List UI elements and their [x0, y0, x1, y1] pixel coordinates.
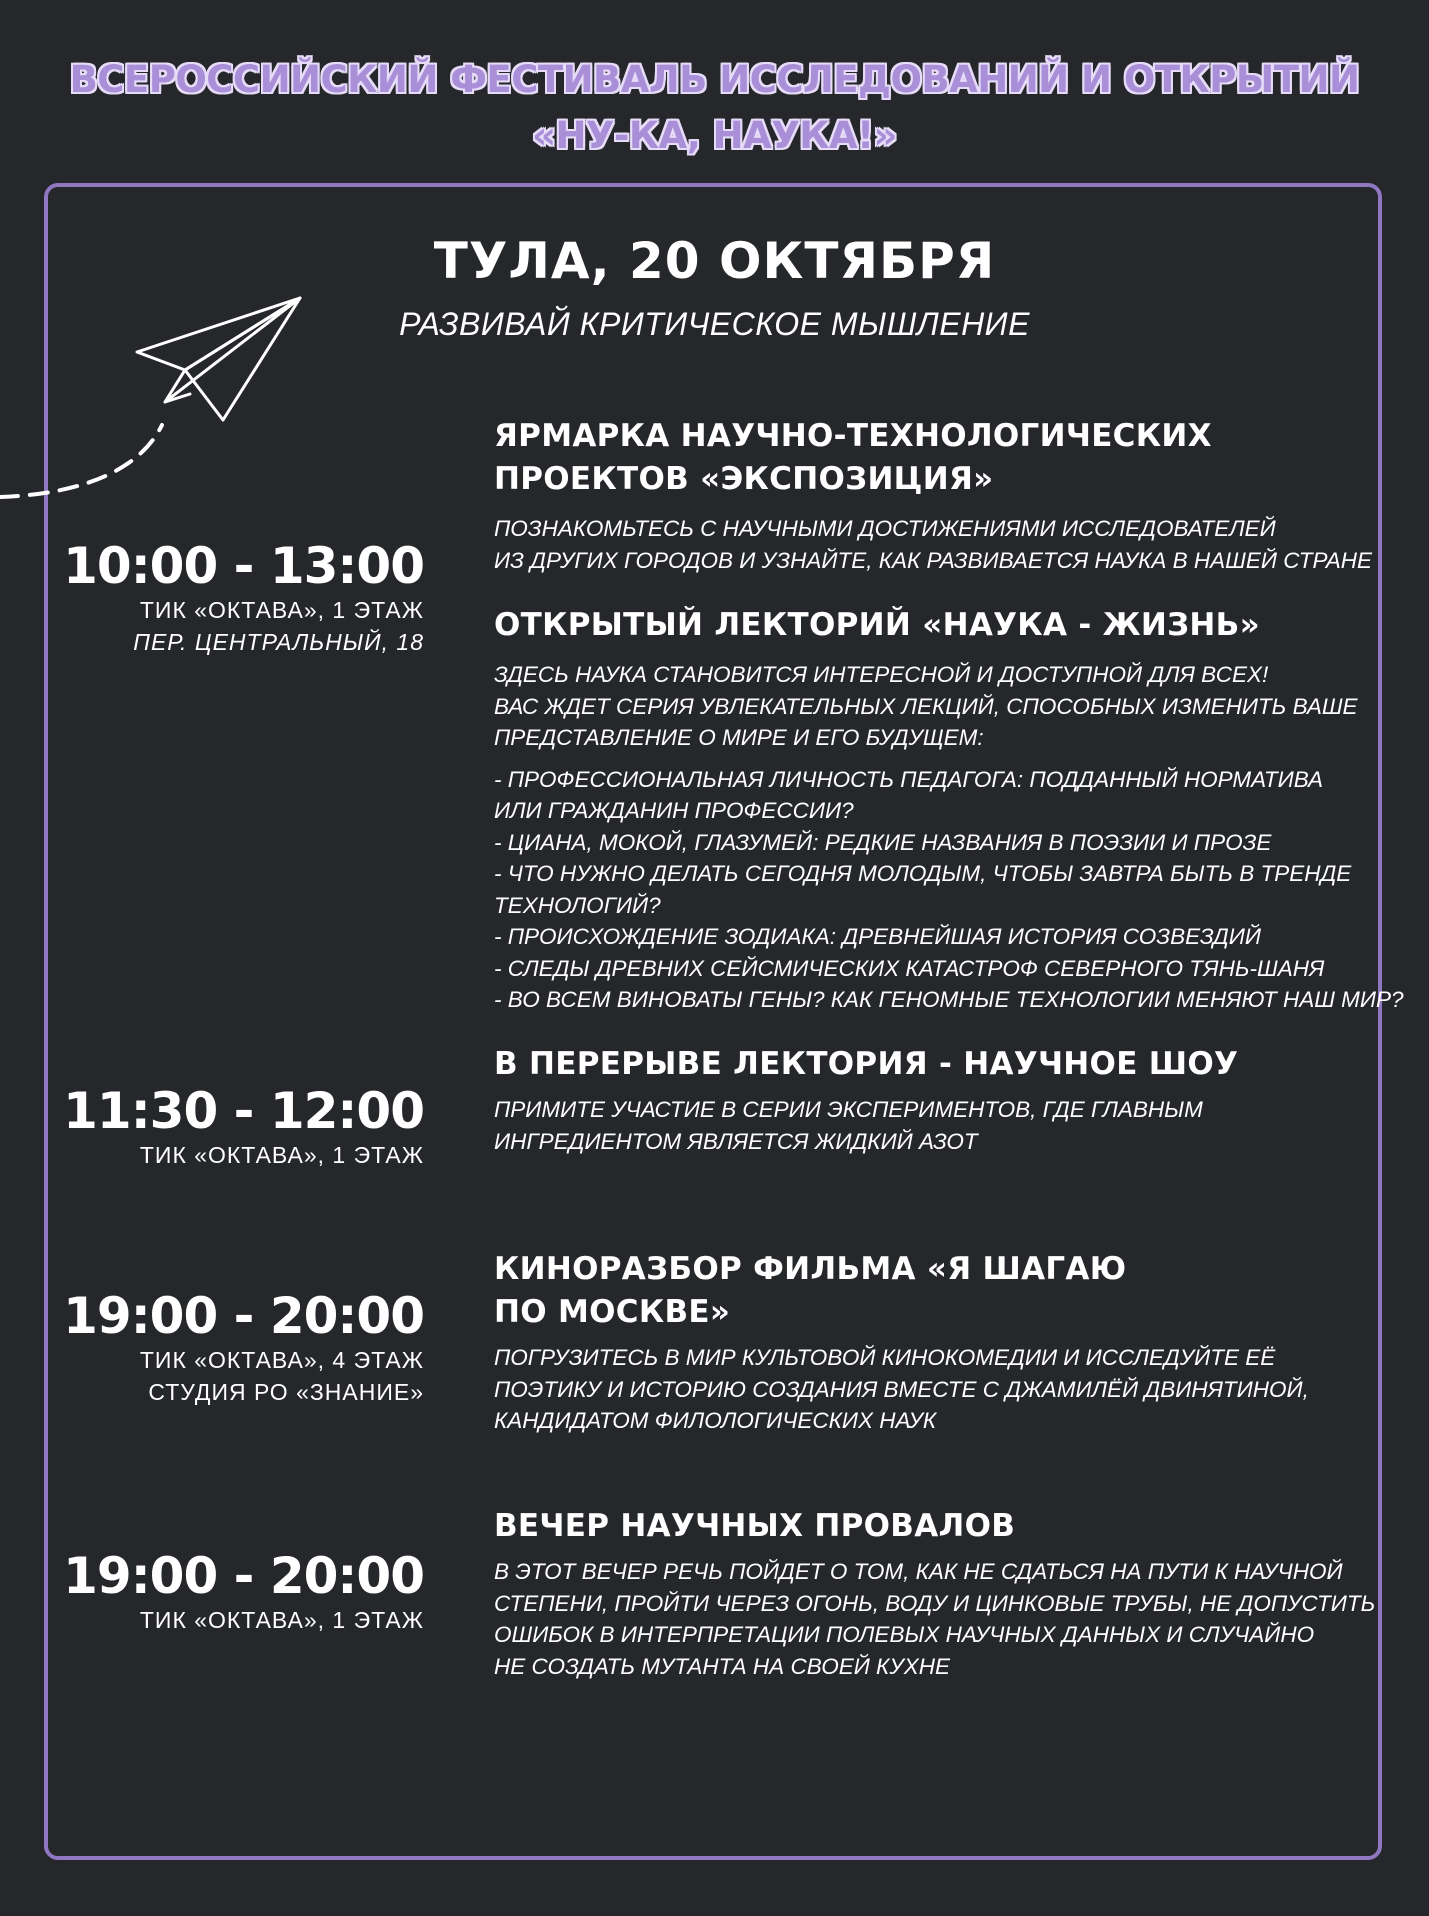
event-desc-line: НЕ СОЗДАТЬ МУТАНТА НА СВОЕЙ КУХНЕ [494, 1653, 950, 1679]
event-title-line: ОТКРЫТЫЙ ЛЕКТОРИЙ «НАУКА - ЖИЗНЬ» [494, 607, 1260, 643]
time-block-3 [63, 1288, 424, 1408]
time-range: 11:30 - 12:00 [63, 1082, 424, 1140]
event-title-line: ПРОЕКТОВ «ЭКСПОЗИЦИЯ» [494, 461, 994, 497]
event-title-line: ЯРМАРКА НАУЧНО-ТЕХНОЛОГИЧЕСКИХ [494, 418, 1212, 454]
event-description [494, 659, 1364, 754]
event-title-line: КИНОРАЗБОР ФИЛЬМА «Я ШАГАЮ [494, 1251, 1127, 1287]
lecture-item: - ПРОИСХОЖДЕНИЕ ЗОДИАКА: ДРЕВНЕЙШАЯ ИСТОРИЯ СОЗВЕЗДИЙ [494, 924, 1261, 949]
time-range: 19:00 - 20:00 [63, 1547, 424, 1605]
location-address: ПЕР. ЦЕНТРАЛЬНЫЙ, 18 [133, 629, 424, 655]
city-date-title: ТУЛА, 20 ОКТЯБРЯ [433, 232, 996, 290]
event-title [494, 415, 1364, 501]
festival-name: «НУ-КА, НАУКА!» [532, 114, 897, 157]
event-desc-line: ПОГРУЗИТЕСЬ В МИР КУЛЬТОВОЙ КИНОКОМЕДИИ И ИССЛЕДУЙТЕ ЕЁ [494, 1345, 1276, 1370]
event-description [494, 1556, 1376, 1682]
event-film-review [494, 1248, 1364, 1437]
location-studio: СТУДИЯ РО «ЗНАНИЕ» [148, 1379, 424, 1405]
time-range: 19:00 - 20:00 [63, 1287, 424, 1345]
location-venue: ТИК «ОКТАВА», 1 ЭТАЖ [139, 1607, 424, 1633]
location-venue: ТИК «ОКТАВА», 1 ЭТАЖ [139, 1142, 424, 1168]
event-desc-line: СТЕПЕНИ, ПРОЙТИ ЧЕРЕЗ ОГОНЬ, ВОДУ И ЦИНКОВЫЕ ТРУБЫ, НЕ ДОПУСТИТЬ [494, 1590, 1376, 1616]
lecture-list [494, 764, 1404, 1016]
event-title [494, 1248, 1364, 1334]
paper-plane-icon [0, 290, 320, 510]
event-description [494, 1342, 1364, 1437]
lecture-item: ИЛИ ГРАЖДАНИН ПРОФЕССИИ? [494, 798, 854, 823]
festival-header [0, 52, 1429, 164]
event-science-show [494, 1043, 1364, 1157]
time-range: 10:00 - 13:00 [63, 537, 424, 595]
event-title-line: ВЕЧЕР НАУЧНЫХ ПРОВАЛОВ [494, 1508, 1016, 1544]
event-desc-line: ПОЗНАКОМЬТЕСЬ С НАУЧНЫМИ ДОСТИЖЕНИЯМИ ИССЛЕДОВАТЕЛЕЙ [494, 516, 1276, 541]
lecture-item: - ПРОФЕССИОНАЛЬНАЯ ЛИЧНОСТЬ ПЕДАГОГА: ПОДДАННЫЙ НОРМАТИВА [494, 766, 1324, 792]
time-block-4 [63, 1548, 424, 1636]
festival-title: ВСЕРОССИЙСКИЙ ФЕСТИВАЛЬ ИССЛЕДОВАНИЙ И ОТКРЫТИЙ [69, 58, 1360, 101]
event-title [494, 1043, 1364, 1086]
event-title [494, 604, 1364, 647]
event-desc-line: ПОЭТИКУ И ИСТОРИЮ СОЗДАНИЯ ВМЕСТЕ С ДЖАМИЛЁЙ ДВИНЯТИНОЙ, [494, 1376, 1309, 1402]
lecture-item: - ЧТО НУЖНО ДЕЛАТЬ СЕГОДНЯ МОЛОДЫМ, ЧТОБЫ ЗАВТРА БЫТЬ В ТРЕНДЕ [494, 861, 1352, 886]
event-desc-line: В ЭТОТ ВЕЧЕР РЕЧЬ ПОЙДЕТ О ТОМ, КАК НЕ СДАТЬСЯ НА ПУТИ К НАУЧНОЙ [494, 1559, 1343, 1584]
lecture-item: - ЦИАНА, МОКОЙ, ГЛАЗУМЕЙ: РЕДКИЕ НАЗВАНИЯ В ПОЭЗИИ И ПРОЗЕ [494, 829, 1272, 855]
event-expo [494, 415, 1373, 576]
motto-subtitle: РАЗВИВАЙ КРИТИЧЕСКОЕ МЫШЛЕНИЕ [399, 306, 1030, 342]
time-block-2 [63, 1083, 424, 1171]
event-desc-line: ПРИМИТЕ УЧАСТИЕ В СЕРИИ ЭКСПЕРИМЕНТОВ, ГДЕ ГЛАВНЫМ [494, 1097, 1203, 1122]
event-desc-line: ПРЕДСТАВЛЕНИЕ О МИРЕ И ЕГО БУДУЩЕМ: [494, 725, 984, 750]
event-desc-line: ВАС ЖДЕТ СЕРИЯ УВЛЕКАТЕЛЬНЫХ ЛЕКЦИЙ, СПОСОБНЫХ ИЗМЕНИТЬ ВАШЕ [494, 693, 1358, 719]
lecture-item: ТЕХНОЛОГИЙ? [494, 892, 661, 918]
event-desc-line: ИНГРЕДИЕНТОМ ЯВЛЯЕТСЯ ЖИДКИЙ АЗОТ [494, 1128, 978, 1154]
location-venue: ТИК «ОКТАВА», 4 ЭТАЖ [139, 1347, 424, 1373]
lecture-item: - ВО ВСЕМ ВИНОВАТЫ ГЕНЫ? КАК ГЕНОМНЫЕ ТЕХНОЛОГИИ МЕНЯЮТ НАШ МИР? [494, 987, 1404, 1012]
event-failures-evening [494, 1505, 1376, 1682]
time-block-1 [63, 538, 424, 658]
event-description [494, 513, 1373, 576]
lecture-item: - СЛЕДЫ ДРЕВНИХ СЕЙСМИЧЕСКИХ КАТАСТРОФ СЕВЕРНОГО ТЯНЬ-ШАНЯ [494, 955, 1325, 981]
event-title-line: В ПЕРЕРЫВЕ ЛЕКТОРИЯ - НАУЧНОЕ ШОУ [494, 1046, 1239, 1082]
location-venue: ТИК «ОКТАВА», 1 ЭТАЖ [139, 597, 424, 623]
event-desc-line: КАНДИДАТОМ ФИЛОЛОГИЧЕСКИХ НАУК [494, 1408, 937, 1433]
event-description [494, 1094, 1364, 1157]
event-title-line: ПО МОСКВЕ» [494, 1294, 731, 1330]
event-title [494, 1505, 1364, 1548]
event-lectorium [494, 604, 1404, 1016]
event-desc-line: ЗДЕСЬ НАУКА СТАНОВИТСЯ ИНТЕРЕСНОЙ И ДОСТУПНОЙ ДЛЯ ВСЕХ! [494, 662, 1269, 687]
event-desc-line: ИЗ ДРУГИХ ГОРОДОВ И УЗНАЙТЕ, КАК РАЗВИВАЕТСЯ НАУКА В НАШЕЙ СТРАНЕ [494, 547, 1373, 573]
event-desc-line: ОШИБОК В ИНТЕРПРЕТАЦИИ ПОЛЕВЫХ НАУЧНЫХ ДАННЫХ И СЛУЧАЙНО [494, 1622, 1315, 1647]
